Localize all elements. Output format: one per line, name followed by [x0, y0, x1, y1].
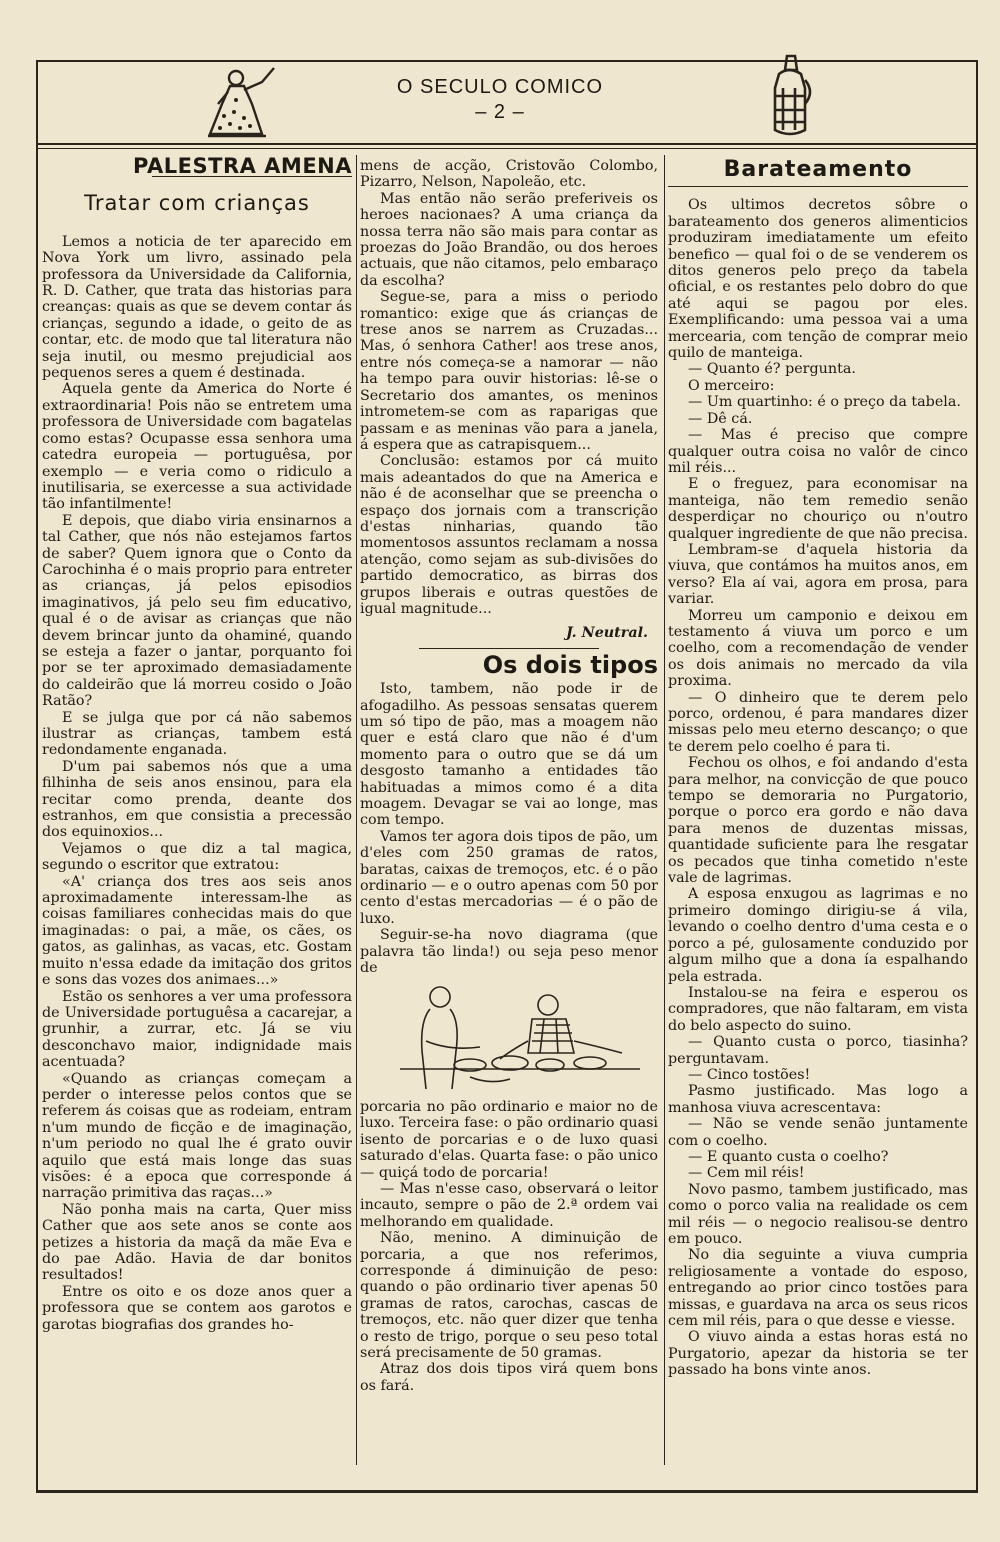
paragraph: — Mas n'esse caso, observará o leitor incauto, sempre o pão de 2.ª ordem vai melhorando em qualidade. — [360, 1180, 658, 1230]
article-subheadline: Tratar com crianças — [84, 191, 310, 216]
paragraph: — Quanto é? pergunta. — [688, 361, 856, 378]
article-headline: Os dois tipos — [482, 650, 658, 679]
paragraph: Os ultimos decretos sôbre o barateamento dos generos alimenticios produziram imediatamente um efeito benefico — qual foi o de se venderem os ditos generos pelo preço da tabela oficial, e os restantes pelo dobro do que até aqui se pagou por eles. Exemplificando: uma pessoa vai a uma mercearia, com tenção de comprar meio quilo de manteiga. — [668, 197, 968, 362]
article-headline: PALESTRA AMENA — [133, 154, 352, 178]
header-rule — [36, 143, 976, 145]
paragraph: Isto, tambem, não pode ir de afogadilho. As pessoas sensatas querem um só tipo de pão, mas a moagem não quer e está claro que não é d'um momento para o outro que se dá um desgosto tamanho a entidades tão habituadas a mimos como é a dita moagem. Devagar se vai ao longe, mas com tempo. — [360, 681, 658, 829]
paragraph: Lembram-se d'aquela historia da viuva, que contámos ha muitos anos, em verso? Ela aí vai, agora em prosa, para variar. — [668, 541, 968, 608]
paragraph: O viuvo ainda a estas horas está no Purgatorio, apezar da historia se ter passado ha bons vinte anos. — [668, 1329, 968, 1379]
header-rule-thin — [36, 148, 976, 149]
paragraph: Atraz dos dois tipos virá quem bons os fará. — [360, 1361, 658, 1394]
paragraph: — Não se vende senão juntamente com o coelho. — [668, 1116, 968, 1149]
paragraph: E o freguez, para economisar na manteiga, não tem remedio senão desperdiçar no chouriço ou n'outro qualquer ingrediente de que não precisa. — [668, 476, 968, 542]
paragraph: — Dê cá. — [688, 410, 753, 427]
paragraph: — E quanto custa o coelho? — [688, 1148, 889, 1165]
paragraph: Morreu um camponio e deixou em testamento á viuva um porco e um coelho, com a recomendação de vender os dois animais no mercado da vila proxima. — [668, 607, 968, 690]
paragraph: mens de acção, Cristovão Colombo, Pizarro, Nelson, Napoleão, etc. — [360, 158, 658, 191]
paragraph: — Um quartinho: é o preço da tabela. — [688, 394, 961, 411]
paragraph: Não ponha mais na carta, Quer miss Cather que aos sete anos se conte aos petizes a historia da maçã da mãe Eva e do pae Adão. Havia de dar bonitos resultados! — [42, 1201, 352, 1284]
paragraph: Aquela gente da America do Norte é extraordinaria! Pois não se entretem uma professora de Universidade com bagatelas como estas? Ocupasse essa senhora uma catedra europeia — portuguêsa, por exemplo — e veria como o ridiculo a inutilisaria, se exercesse a sua actividade tão infantilmente! — [42, 381, 352, 513]
paragraph: Entre os oito e os doze anos quer a professora que se contem aos garotos e garotas biografias dos grandes ho- — [42, 1283, 352, 1333]
paragraph: O merceiro: — [688, 377, 775, 394]
paragraph: Vejamos o que diz a tal magica, segundo o escritor que extratou: — [42, 840, 352, 874]
paragraph: Estão os senhores a ver uma professora de Universidade portuguêsa a cacarejar, a grunhir, a zurrar, etc. Já se viu desconchavo maior, indignidade mais acentuada? — [42, 988, 352, 1071]
paragraph: Seguir-se-ha novo diagrama (que palavra tão linda!) ou seja peso menor de — [360, 927, 658, 977]
paragraph: — Mas é preciso que compre qualquer outra coisa no valôr de cinco mil réis... — [668, 427, 968, 476]
paragraph: E se julga que por cá não sabemos ilustrar as crianças, tambem está redondamente enganada. — [42, 709, 352, 759]
paragraph: — O dinheiro que te derem pelo porco, ordenou, é para mandares dizer missas pelo meu eterno descanço; o que te derem pelo coelho é para ti. — [668, 689, 968, 755]
section-rule — [419, 648, 599, 649]
paragraph: No dia seguinte a viuva cumpria religiosamente a vontade do esposo, entregando ao prior cinco tostões para missas, e guardava na arca os seus ricos cem mil réis, para o que desse e viesse. — [668, 1247, 968, 1330]
paragraph: A esposa enxugou as lagrimas e no primeiro domingo dirigiu-se á vila, levando o coelho dentro d'uma cesta e o porco a pé, gulosamente conduzido por algum milho que a dona ía espalhando pela estrada. — [668, 886, 968, 985]
bakers-illustration — [360, 981, 658, 1091]
paragraph: Novo pasmo, tambem justificado, mas como o porco valia na realidade os cem mil réis — o negocio realisou-se dentro em pouco. — [668, 1181, 968, 1247]
author-signature: J. Neutral. — [566, 625, 648, 642]
paragraph: — Cem mil réis! — [688, 1165, 805, 1182]
paragraph: porcaria no pão ordinario e maior no de luxo. Terceira fase: o pão ordinario quasi isento de porcarias e o de luxo quasi saturado d'elas. Quarta fase: o pão unico — quiçá todo de porcaria! — [360, 1098, 658, 1181]
column-divider — [356, 155, 357, 1465]
bottle-jug-illustration — [765, 52, 815, 140]
paragraph: D'um pai sabemos nós que a uma filhinha de seis anos ensinou, para ela recitar como prenda, deante dos estranhos, em que consistia a precessão dos equinoxios... — [42, 758, 352, 841]
column-barateamento — [668, 158, 968, 1379]
paragraph: Pasmo justificado. Mas logo a manhosa viuva acrescentava: — [668, 1083, 968, 1116]
paragraph: Mas então não serão preferiveis os heroes nacionaes? A uma criança da nossa terra não são mais para contar as proezas do João Brandão, ou dos heroes actuais, que não citamos, pelo embaraço da escolha? — [360, 190, 658, 289]
article-headline: Barateamento — [723, 157, 913, 182]
column-middle — [360, 158, 658, 1394]
paragraph: Instalou-se na feira e esperou os compradores, que não faltaram, em vista do belo aspecto do suino. — [668, 984, 968, 1034]
page-number: – 2 – — [475, 101, 525, 123]
paragraph: Lemos a noticia de ter aparecido em Nova York um livro, assinado pela professora da Universidade da California, R. D. Cather, que trata das historias para creanças: quais as que se devem contar ás crianças, segundo a idade, o geito de as contar, etc. de modo que tal literatura não seja inutil, ou mesmo prejudicial aos pequenos seres a quem é destinada. — [42, 233, 352, 382]
paragraph: Segue-se, para a miss o periodo romantico: exige que ás crianças de trese anos se narrem as Cruzadas... Mas, ó senhora Cather! aos trese anos, entre nós começa-se a namorar — não ha tempo para ouvir historias: lê-se o Secretario dos amantes, os meninos intrometem-se com as raparigas que passam e as meninas vão para a janela, á espera que as catrapisquem... — [360, 289, 658, 453]
newspaper-title: O SECULO COMICO — [396, 76, 604, 98]
headline-rule — [668, 186, 968, 187]
column-divider — [664, 155, 665, 1465]
paragraph: E depois, que diabo viria ensinarnos a tal Cather, que nós não estejamos fartos de saber? Quem ignora que o Conto da Carochinha é o mais proprio para entreter as crianças, já pelos episodios imaginativos, já pelo seu fim educativo, qual é o de avisar as crianças que não devem brincar junto da ohaminé, quando se esteja a fazer o jantar, porquanto foi por se ter aproximado demasiadamente do caldeirão que lá morreu cosido o João Ratão? — [42, 512, 352, 710]
lady-cooking-illustration — [200, 64, 280, 140]
paragraph: Fechou os olhos, e foi andando d'esta para melhor, na convicção de que pouco tempo se demoraria no Purgatorio, porque o porco era gordo e não dava para menos de duzentas missas, quantidade suficiente para lhe resgatar os pecados que tinha cometido n'este vale de lagrimas. — [668, 755, 968, 887]
paragraph: «A' criança dos tres aos seis anos aproximadamente interessam-lhe as coisas familiares conhecidas mais do que imaginadas: o pai, a mãe, os cães, os gatos, as galinhas, as vacas, etc. Gostam muito n'essa edade da imitação dos gritos e sons das vozes dos animaes...» — [42, 873, 352, 989]
paragraph: Não, menino. A diminuição de porcaria, a que nos referimos, corresponde á diminuição de peso: quando o pão ordinario tiver apenas 50 gramas de ratos, carochas, cascas de tremoços, etc. não quer dizer que tenha o resto de trigo, porque o seu peso total será precisamente de 50 gramas. — [360, 1230, 658, 1361]
paragraph: Vamos ter agora dois tipos de pão, um d'eles com 250 gramas de ratos, baratas, caixas de tremoços, etc. é o pão ordinario — e o outro apenas com 50 por cento d'estas mercadorias — é o pão de luxo. — [360, 828, 658, 927]
paragraph: — Quanto custa o porco, tiasinha? perguntavam. — [668, 1034, 968, 1067]
paragraph: «Quando as crianças começam a perder o interesse pelos contos que se referem ás coisas que as rodeiam, entram n'um mundo de ficção e de imaginação, n'um periodo no qual lhe é grato ouvir aquilo que está mais longe das suas visões: é a epoca que corresponde á narração primitiva das raças...» — [42, 1070, 352, 1202]
column-palestra-amena — [42, 154, 352, 1333]
paragraph: Conclusão: estamos por cá muito mais adeantados do que na America e não é de aconselhar que se preencha o espaço dos jornais com a transcrição d'estas ninharias, quando tão momentosos assuntos reclamam a nossa atenção, como sejam as sub-divisões do partido democratico, as birras dos grupos liberais e outras questões de igual magnitude... — [360, 453, 658, 617]
paragraph: — Cinco tostões! — [688, 1066, 811, 1083]
masthead — [320, 76, 680, 124]
